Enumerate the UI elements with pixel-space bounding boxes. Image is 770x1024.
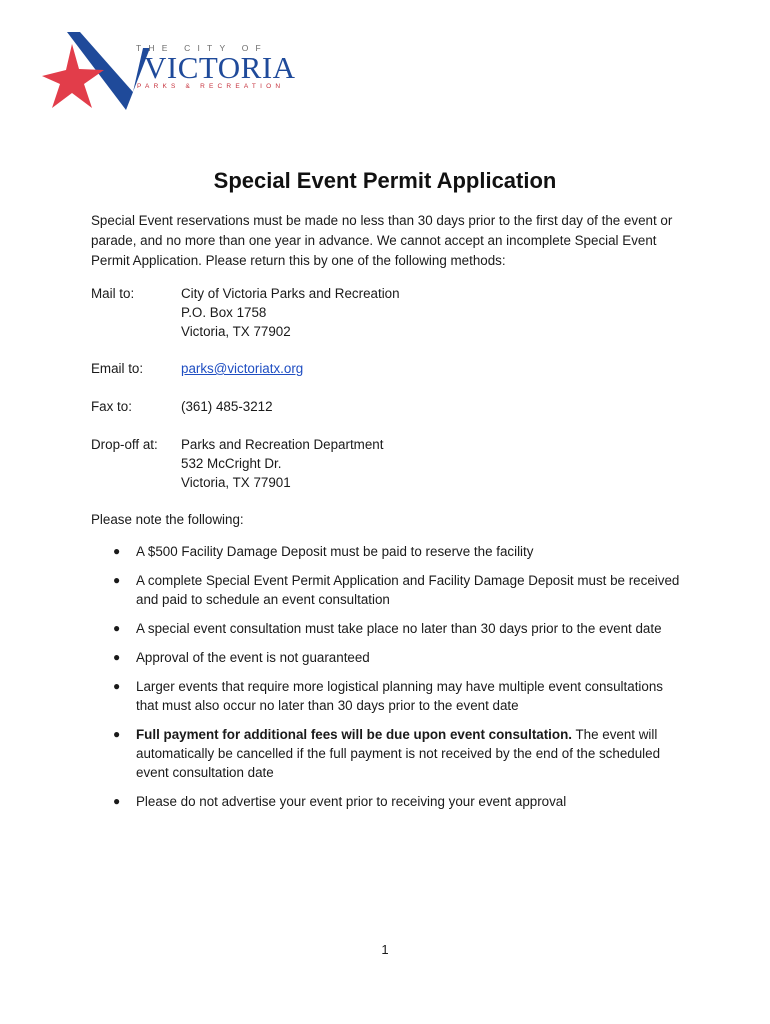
dropoff-address (181, 435, 383, 492)
logo-main-text: VICTORIA (144, 50, 296, 85)
email-label: Email to: (91, 361, 144, 376)
list-item (91, 677, 681, 715)
list-item (91, 725, 681, 782)
mail-address (181, 284, 400, 341)
list-item-bold: Full payment for additional fees will be due upon event consultation. (136, 727, 572, 742)
dropoff-label: Drop-off at: (91, 437, 158, 452)
list-item-text: Approval of the event is not guaranteed (136, 650, 370, 665)
bullet-icon: ● (113, 544, 121, 558)
list-item-text: A $500 Facility Damage Deposit must be paid to reserve the facility (136, 544, 534, 559)
list-item (91, 792, 681, 811)
dropoff-line: 532 McCright Dr. (181, 456, 282, 471)
list-item (91, 571, 681, 609)
bullet-icon: ● (113, 573, 121, 587)
list-item-text: The event will automatically be cancelled if the full payment is not received by the end of the scheduled event consultation date (136, 727, 661, 780)
page-title: Special Event Permit Application (213, 168, 557, 193)
mail-line: Victoria, TX 77902 (181, 324, 291, 339)
list-item (91, 648, 681, 667)
email-value-wrap (181, 359, 303, 378)
bullet-icon: ● (113, 621, 121, 635)
mail-label: Mail to: (91, 286, 135, 301)
page-number: 1 (381, 942, 389, 957)
intro-paragraph: Special Event reservations must be made no less than 30 days prior to the first day of the event or parade, and no more than one year in advance. We cannot accept an incomplete Special Event Permit Application. Please return this by one of the following methods: (91, 213, 673, 268)
bullet-icon: ● (113, 679, 121, 693)
notes-list (91, 542, 681, 821)
note-heading: Please note the following: (91, 512, 244, 527)
mail-line: City of Victoria Parks and Recreation (181, 286, 400, 301)
bullet-icon: ● (113, 650, 121, 664)
dropoff-line: Parks and Recreation Department (181, 437, 384, 452)
list-item-text: A complete Special Event Permit Application and Facility Damage Deposit must be received and paid to schedule an event consultation (136, 573, 680, 607)
fax-label: Fax to: (91, 399, 132, 414)
bullet-icon: ● (113, 727, 121, 741)
bullet-icon: ● (113, 794, 121, 808)
city-logo (40, 30, 296, 115)
list-item (91, 542, 681, 561)
mail-line: P.O. Box 1758 (181, 305, 267, 320)
logo-top-text: THE CITY OF (136, 43, 268, 53)
list-item-text: A special event consultation must take place no later than 30 days prior to the event date (136, 621, 662, 636)
list-item-text: Please do not advertise your event prior to receiving your event approval (136, 794, 567, 809)
logo-bottom-text: PARKS & RECREATION (137, 83, 285, 90)
dropoff-line: Victoria, TX 77901 (181, 475, 291, 490)
list-item (91, 619, 681, 638)
fax-number: (361) 485-3212 (181, 399, 273, 414)
list-item-text: Larger events that require more logistical planning may have multiple event consultations that must also occur no later than 30 days prior to the event date (136, 679, 663, 713)
email-link[interactable]: parks@victoriatx.org (181, 361, 304, 376)
